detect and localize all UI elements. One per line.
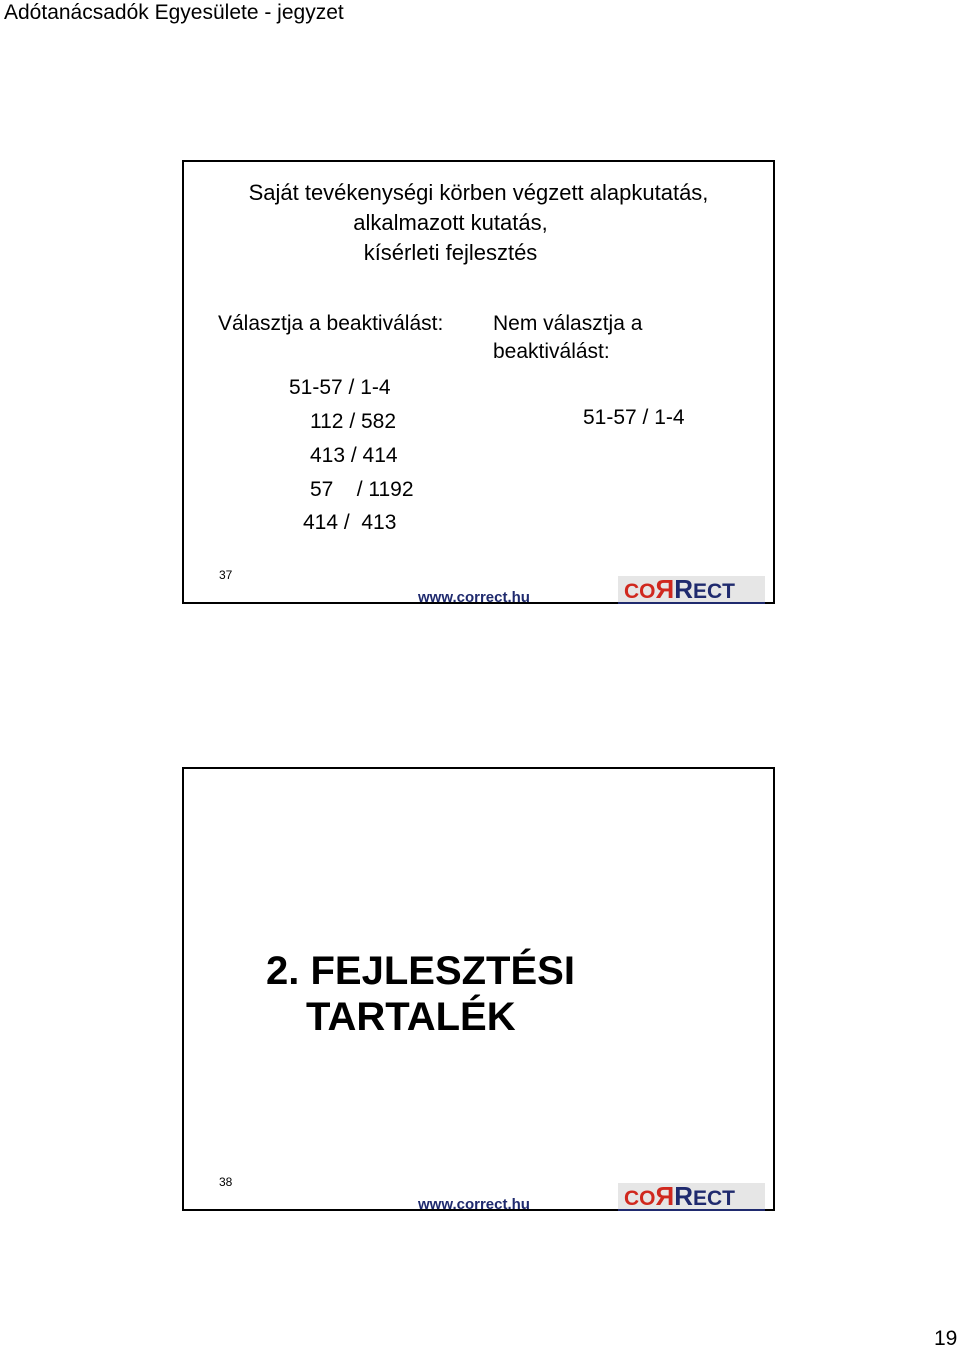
- slide-title-line-1: Saját tevékenységi körben végzett alapkutatás,: [248, 180, 709, 205]
- right-item-1: 51-57 / 1-4: [583, 406, 685, 429]
- correct-logo: [618, 576, 765, 604]
- slide-37: [182, 160, 775, 604]
- slide-title-line-3: kísérleti fejlesztés: [363, 240, 538, 265]
- logo-text: COЯRECT: [624, 576, 735, 604]
- section-heading-line-2: TARTALÉK: [306, 995, 516, 1039]
- left-item-3: 413 / 414: [310, 444, 398, 467]
- document-header: Adótanácsadók Egyesülete - jegyzet: [4, 1, 344, 24]
- left-item-1: 51-57 / 1-4: [289, 376, 391, 399]
- right-column-heading-line-1: Nem választja a: [493, 312, 643, 335]
- left-column-heading: Választja a beaktiválást:: [218, 312, 444, 335]
- slide-title-line-2: alkalmazott kutatás,: [353, 210, 548, 235]
- section-heading-line-1: 2. FEJLESZTÉSI: [266, 949, 575, 993]
- slide-38: [182, 767, 775, 1211]
- right-column-heading-line-2: beaktiválást:: [493, 340, 610, 363]
- logo-text: COЯRECT: [624, 1183, 735, 1211]
- left-item-4: 57 / 1192: [310, 478, 414, 501]
- page-number: 19: [934, 1327, 958, 1350]
- slide-number: 38: [219, 1175, 233, 1189]
- left-item-2: 112 / 582: [310, 410, 397, 433]
- correct-logo: [618, 1183, 765, 1211]
- slide-number: 37: [219, 568, 233, 582]
- slide-url-link[interactable]: www.correct.hu: [418, 589, 530, 606]
- slide-url-link[interactable]: www.correct.hu: [418, 1196, 530, 1213]
- left-item-5: 414 / 413: [303, 511, 397, 534]
